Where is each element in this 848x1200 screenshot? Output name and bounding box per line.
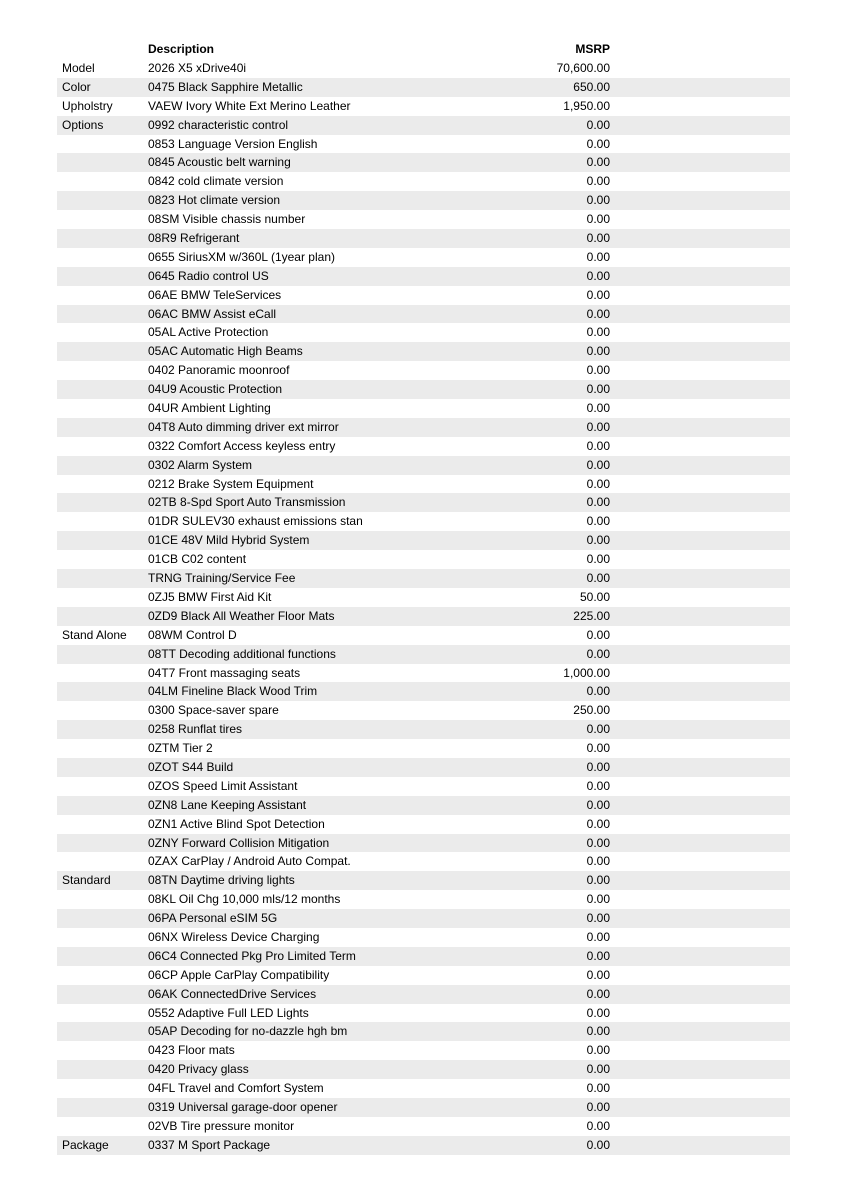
table-row xyxy=(57,947,790,966)
msrp-cell: 0.00 xyxy=(586,382,610,397)
description-cell: 0212 Brake System Equipment xyxy=(148,476,314,491)
table-row xyxy=(57,645,790,664)
description-cell: 08R9 Refrigerant xyxy=(148,231,240,246)
description-cell: 06AC BMW Assist eCall xyxy=(148,306,277,321)
description-cell: 08TN Daytime driving lights xyxy=(148,873,295,888)
msrp-cell: 0.00 xyxy=(586,363,610,378)
table-row xyxy=(57,985,790,1004)
description-cell: 2026 X5 xDrive40i xyxy=(148,61,247,75)
msrp-cell: 0.00 xyxy=(586,231,610,246)
description-cell: 0ZD9 Black All Weather Floor Mats xyxy=(148,608,335,623)
msrp-cell: 0.00 xyxy=(586,797,610,812)
table-row xyxy=(57,928,790,947)
table-row xyxy=(57,512,790,531)
description-cell: 0645 Radio control US xyxy=(148,268,269,283)
description-cell: 0552 Adaptive Full LED Lights xyxy=(148,1005,309,1020)
msrp-cell: 0.00 xyxy=(586,155,610,170)
description-cell: 04T8 Auto dimming driver ext mirror xyxy=(148,419,339,434)
table-row xyxy=(57,172,790,191)
msrp-cell: 0.00 xyxy=(586,929,610,944)
description-cell: 0258 Runflat tires xyxy=(148,722,243,737)
table-row xyxy=(57,1060,790,1079)
description-cell: 01CE 48V Mild Hybrid System xyxy=(148,533,310,548)
msrp-cell: 0.00 xyxy=(586,212,610,227)
table-row xyxy=(57,59,790,78)
msrp-cell: 0.00 xyxy=(586,117,610,132)
description-cell: 05AC Automatic High Beams xyxy=(148,344,303,359)
msrp-cell: 0.00 xyxy=(586,1062,610,1077)
table-row xyxy=(57,607,790,626)
table-row xyxy=(57,361,790,380)
msrp-cell: 0.00 xyxy=(586,816,610,831)
msrp-cell: 0.00 xyxy=(586,249,610,264)
description-cell: 08SM Visible chassis number xyxy=(148,212,306,227)
table-row xyxy=(57,626,790,645)
msrp-cell: 70,600.00 xyxy=(556,61,610,75)
msrp-cell: 0.00 xyxy=(586,1005,610,1020)
description-cell: 04UR Ambient Lighting xyxy=(148,401,271,416)
description-cell: 0337 M Sport Package xyxy=(148,1137,271,1152)
table-row xyxy=(57,852,790,871)
description-cell: 04T7 Front massaging seats xyxy=(148,665,301,680)
table-row xyxy=(57,418,790,437)
description-cell: 0ZTM Tier 2 xyxy=(148,741,213,756)
msrp-cell: 0.00 xyxy=(586,306,610,321)
table-row xyxy=(57,777,790,796)
table-row xyxy=(57,815,790,834)
msrp-cell: 0.00 xyxy=(586,646,610,661)
msrp-cell: 0.00 xyxy=(586,778,610,793)
table-row xyxy=(57,493,790,512)
msrp-cell: 0.00 xyxy=(586,1099,610,1114)
table-row xyxy=(57,1136,790,1155)
table-row xyxy=(57,380,790,399)
description-header: Description xyxy=(148,42,215,57)
table-row xyxy=(57,588,790,607)
table-row xyxy=(57,229,790,248)
category-cell: Stand Alone xyxy=(62,627,127,642)
table-row xyxy=(57,323,790,342)
table-header-row xyxy=(57,40,790,59)
description-cell: 0ZAX CarPlay / Android Auto Compat. xyxy=(148,854,351,869)
description-cell: TRNG Training/Service Fee xyxy=(148,571,296,586)
msrp-cell: 0.00 xyxy=(586,892,610,907)
table-row xyxy=(57,1117,790,1136)
table-row xyxy=(57,475,790,494)
description-cell: 04U9 Acoustic Protection xyxy=(148,382,283,397)
category-cell: Package xyxy=(62,1137,109,1152)
table-row xyxy=(57,1098,790,1117)
msrp-cell: 50.00 xyxy=(579,589,610,604)
vehicle-options-table-body xyxy=(57,59,790,1155)
msrp-cell: 250.00 xyxy=(573,703,610,718)
description-cell: 02TB 8-Spd Sport Auto Transmission xyxy=(148,495,346,510)
msrp-cell: 0.00 xyxy=(586,873,610,888)
description-cell: 0842 cold climate version xyxy=(148,174,284,189)
description-cell: VAEW Ivory White Ext Merino Leather xyxy=(148,98,351,113)
table-row xyxy=(57,758,790,777)
description-cell: 05AL Active Protection xyxy=(148,325,269,340)
description-cell: 0322 Comfort Access keyless entry xyxy=(148,438,336,453)
table-row xyxy=(57,701,790,720)
table-row xyxy=(57,720,790,739)
msrp-cell: 0.00 xyxy=(586,571,610,586)
category-cell: Color xyxy=(62,79,91,94)
table-row xyxy=(57,305,790,324)
description-cell: 06AE BMW TeleServices xyxy=(148,287,282,302)
table-row xyxy=(57,97,790,116)
vehicle-options-table xyxy=(57,40,790,1155)
msrp-cell: 0.00 xyxy=(586,759,610,774)
msrp-cell: 0.00 xyxy=(586,514,610,529)
description-cell: 0ZNY Forward Collision Mitigation xyxy=(148,835,330,850)
description-cell: 05AP Decoding for no-dazzle hgh bm xyxy=(148,1024,348,1039)
table-row xyxy=(57,267,790,286)
table-row xyxy=(57,1022,790,1041)
description-cell: 0ZJ5 BMW First Aid Kit xyxy=(148,589,272,604)
table-row xyxy=(57,890,790,909)
table-row xyxy=(57,966,790,985)
description-cell: 0823 Hot climate version xyxy=(148,193,281,208)
table-row xyxy=(57,248,790,267)
table-row xyxy=(57,286,790,305)
description-cell: 0ZN8 Lane Keeping Assistant xyxy=(148,797,307,812)
msrp-cell: 0.00 xyxy=(586,457,610,472)
table-row xyxy=(57,739,790,758)
msrp-cell: 0.00 xyxy=(586,136,610,151)
table-row xyxy=(57,834,790,853)
msrp-cell: 0.00 xyxy=(586,287,610,302)
description-cell: 0ZOS Speed Limit Assistant xyxy=(148,778,298,793)
table-row xyxy=(57,1079,790,1098)
table-row xyxy=(57,682,790,701)
msrp-cell: 0.00 xyxy=(586,627,610,642)
msrp-cell: 0.00 xyxy=(586,967,610,982)
msrp-cell: 0.00 xyxy=(586,741,610,756)
description-cell: 0302 Alarm System xyxy=(148,457,253,472)
table-row xyxy=(57,78,790,97)
msrp-cell: 225.00 xyxy=(573,608,610,623)
msrp-cell: 0.00 xyxy=(586,438,610,453)
msrp-cell: 0.00 xyxy=(586,174,610,189)
msrp-cell: 0.00 xyxy=(586,268,610,283)
msrp-cell: 0.00 xyxy=(586,1024,610,1039)
description-cell: 06NX Wireless Device Charging xyxy=(148,929,320,944)
table-row xyxy=(57,796,790,815)
msrp-cell: 0.00 xyxy=(586,854,610,869)
description-cell: 01CB C02 content xyxy=(148,552,247,567)
msrp-cell: 1,950.00 xyxy=(563,98,610,113)
table-row xyxy=(57,871,790,890)
description-cell: 04FL Travel and Comfort System xyxy=(148,1081,324,1096)
msrp-cell: 0.00 xyxy=(586,1043,610,1058)
description-cell: 0420 Privacy glass xyxy=(148,1062,249,1077)
description-cell: 0845 Acoustic belt warning xyxy=(148,155,291,170)
msrp-cell: 0.00 xyxy=(586,948,610,963)
description-cell: 0402 Panoramic moonroof xyxy=(148,363,290,378)
description-cell: 0319 Universal garage-door opener xyxy=(148,1099,338,1114)
description-cell: 0ZOT S44 Build xyxy=(148,759,234,774)
msrp-cell: 0.00 xyxy=(586,533,610,548)
table-row xyxy=(57,342,790,361)
description-cell: 0655 SiriusXM w/360L (1year plan) xyxy=(148,249,335,264)
msrp-cell: 0.00 xyxy=(586,193,610,208)
table-row xyxy=(57,550,790,569)
category-cell: Model xyxy=(62,61,95,75)
description-cell: 0ZN1 Active Blind Spot Detection xyxy=(148,816,325,831)
msrp-cell: 0.00 xyxy=(586,986,610,1001)
table-row xyxy=(57,191,790,210)
msrp-cell: 0.00 xyxy=(586,552,610,567)
msrp-cell: 0.00 xyxy=(586,419,610,434)
description-cell: 0853 Language Version English xyxy=(148,136,318,151)
category-cell: Standard xyxy=(62,873,111,888)
description-cell: 06PA Personal eSIM 5G xyxy=(148,911,278,926)
msrp-cell: 0.00 xyxy=(586,911,610,926)
table-row xyxy=(57,437,790,456)
msrp-cell: 650.00 xyxy=(573,79,610,94)
description-cell: 06C4 Connected Pkg Pro Limited Term xyxy=(148,948,356,963)
description-cell: 06AK ConnectedDrive Services xyxy=(148,986,317,1001)
description-cell: 0992 characteristic control xyxy=(148,117,289,132)
category-cell: Upholstry xyxy=(62,98,113,113)
msrp-header: MSRP xyxy=(575,42,610,57)
msrp-cell: 0.00 xyxy=(586,344,610,359)
msrp-cell: 1,000.00 xyxy=(563,665,610,680)
table-row xyxy=(57,1041,790,1060)
msrp-cell: 0.00 xyxy=(586,325,610,340)
msrp-cell: 0.00 xyxy=(586,835,610,850)
description-cell: 04LM Fineline Black Wood Trim xyxy=(148,684,318,699)
description-cell: 0423 Floor mats xyxy=(148,1043,235,1058)
table-row xyxy=(57,664,790,683)
description-cell: 0475 Black Sapphire Metallic xyxy=(148,79,303,94)
msrp-cell: 0.00 xyxy=(586,495,610,510)
msrp-cell: 0.00 xyxy=(586,476,610,491)
description-cell: 02VB Tire pressure monitor xyxy=(148,1118,295,1133)
msrp-cell: 0.00 xyxy=(586,1118,610,1133)
table-row xyxy=(57,399,790,418)
description-cell: 01DR SULEV30 exhaust emissions stan xyxy=(148,514,363,529)
table-row xyxy=(57,210,790,229)
msrp-cell: 0.00 xyxy=(586,684,610,699)
description-cell: 08WM Control D xyxy=(148,627,237,642)
table-row xyxy=(57,1004,790,1023)
table-row xyxy=(57,135,790,154)
description-cell: 06CP Apple CarPlay Compatibility xyxy=(148,967,330,982)
description-cell: 0300 Space-saver spare xyxy=(148,703,279,718)
msrp-cell: 0.00 xyxy=(586,1137,610,1152)
msrp-cell: 0.00 xyxy=(586,722,610,737)
table-row xyxy=(57,909,790,928)
table-row xyxy=(57,116,790,135)
msrp-cell: 0.00 xyxy=(586,1081,610,1096)
description-cell: 08KL Oil Chg 10,000 mls/12 months xyxy=(148,892,341,907)
msrp-cell: 0.00 xyxy=(586,401,610,416)
table-row xyxy=(57,153,790,172)
description-cell: 08TT Decoding additional functions xyxy=(148,646,336,661)
table-row xyxy=(57,531,790,550)
table-row xyxy=(57,456,790,475)
category-cell: Options xyxy=(62,117,104,132)
table-row xyxy=(57,569,790,588)
